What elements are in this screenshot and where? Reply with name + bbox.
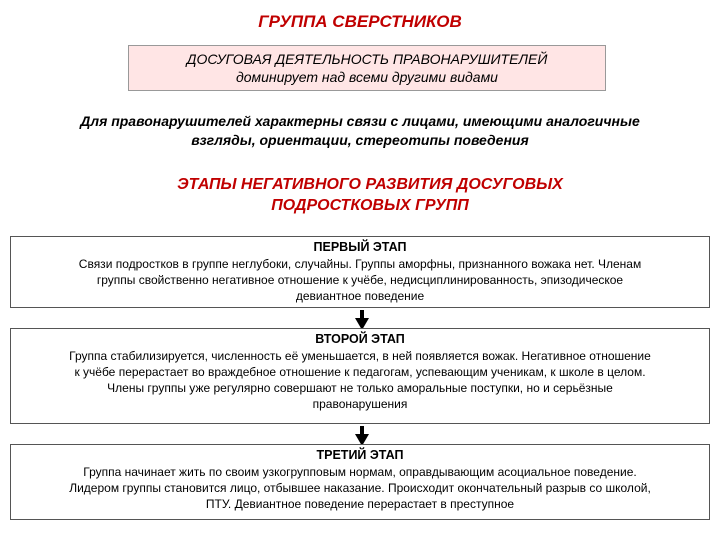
stage-text-line: девиантное поведение (295, 289, 425, 303)
leisure-activity-box (128, 45, 606, 91)
stages-heading-line-2: ПОДРОСТКОВЫХ ГРУПП (271, 197, 469, 214)
stages-heading-line-1: ЭТАПЫ НЕГАТИВНОГО РАЗВИТИЯ ДОСУГОВЫХ (177, 176, 563, 193)
leisure-activity-heading: ДОСУГОВАЯ ДЕЯТЕЛЬНОСТЬ ПРАВОНАРУШИТЕЛЕЙ (186, 51, 548, 67)
stage-text-line: Лидером группы становится лицо, отбывшее наказание. Происходит окончательный разрыв со школой, (69, 481, 651, 495)
stage-text-line: Группа стабилизируется, численность её уменьшается, в ней появляется вожак. Негативное отношение (69, 349, 651, 363)
stage-text-line: Члены группы уже регулярно совершают не только аморальные поступки, но и серьёзные (107, 381, 613, 395)
stage-box-first (10, 236, 710, 308)
stage-title: ВТОРОЙ ЭТАП (315, 332, 405, 346)
stage-text-line: Связи подростков в группе неглубоки, случайны. Группы аморфны, признанного вожака нет. Членам (78, 257, 642, 271)
diagram-title: ГРУППА СВЕРСТНИКОВ (258, 12, 462, 31)
stage-box-third (10, 444, 710, 520)
stage-text-line: Группа начинает жить по своим узкогрупповым нормам, оправдывающим асоциальное поведение. (83, 465, 637, 479)
leisure-activity-subtext: доминирует над всеми другими видами (236, 69, 498, 85)
stages-heading (0, 174, 720, 216)
stage-text-line: ПТУ. Девиантное поведение перерастает в преступное (205, 497, 515, 511)
stage-box-second (10, 328, 710, 424)
stage-text-line: к учёбе перерастает во враждебное отношение к педагогам, успевающим ученикам, к школе в целом. (74, 365, 646, 379)
offenders-note-line-2: взгляды, ориентации, стереотипы поведения (191, 132, 529, 148)
offenders-note-line-1: Для правонарушителей характерны связи с лицами, имеющими аналогичные (80, 113, 640, 129)
offenders-note (10, 112, 710, 150)
stage-title: ПЕРВЫЙ ЭТАП (313, 240, 407, 254)
stage-text-line: правонарушения (312, 397, 408, 411)
stage-text-line: группы свойственно негативное отношение к учёбе, недисциплинированность, эпизодическое (96, 273, 624, 287)
stage-title: ТРЕТИЙ ЭТАП (316, 448, 404, 462)
